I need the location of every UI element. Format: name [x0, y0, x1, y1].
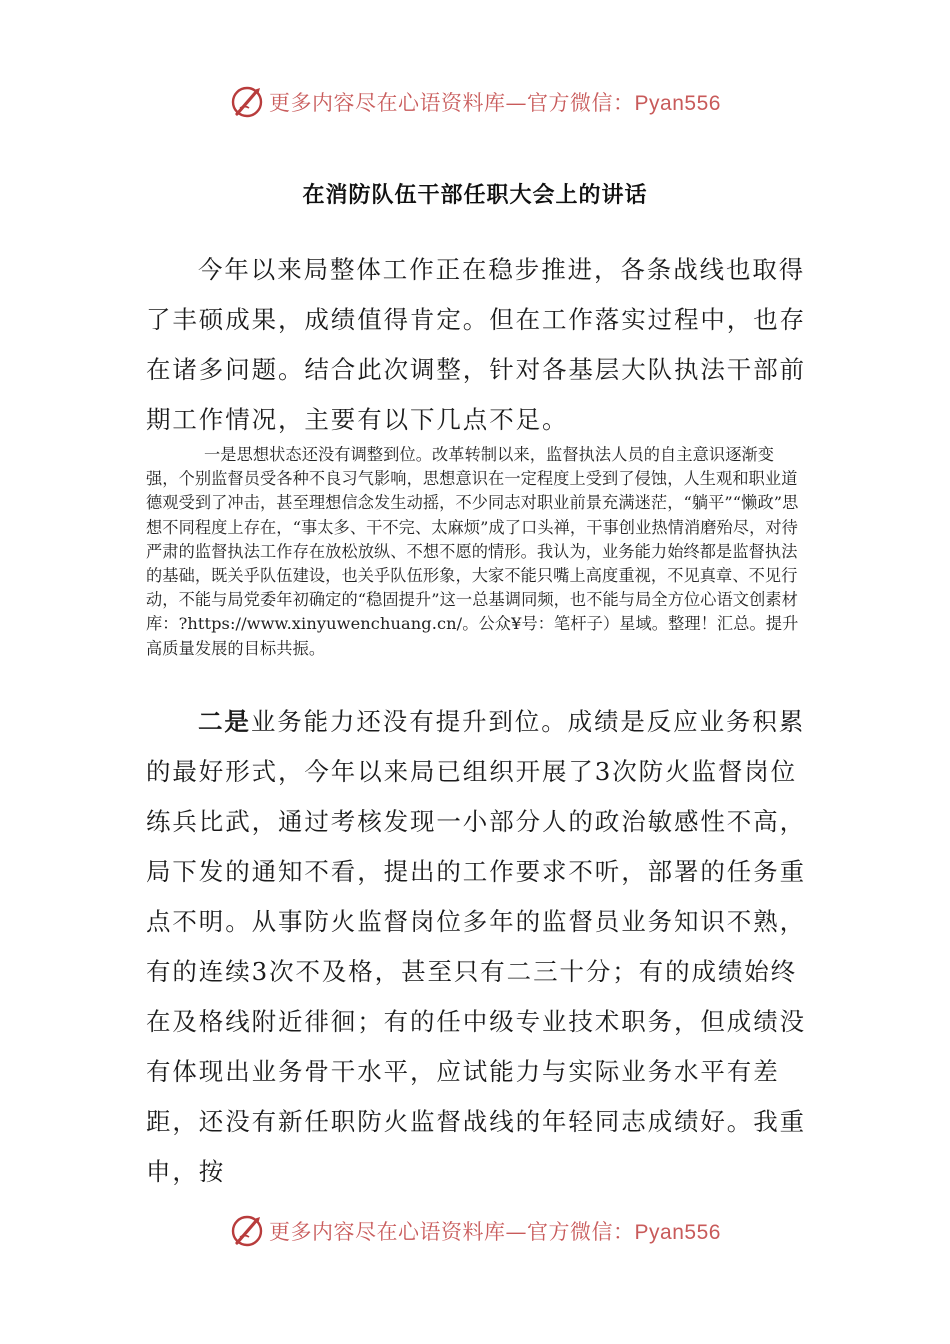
paragraph-point-two: [146, 697, 806, 1197]
header-banner-text: [269, 87, 721, 117]
footer-banner-text: [269, 1216, 721, 1246]
header-banner: [0, 82, 950, 122]
writing-brush-logo-icon: [229, 1213, 265, 1249]
paragraph-intro: 今年以来局整体工作正在稳步推进，各条战线也取得了丰硕成果，成绩值得肯定。但在工作落实过程中，也存在诸多问题。结合此次调整，针对各基层大队执法干部前期工作情况，主要有以下几点不足。: [146, 255, 806, 434]
footer-banner: [0, 1211, 950, 1251]
header-banner-wechat-id: Pyan556: [634, 92, 721, 115]
footer-banner-wechat-id: Pyan556: [634, 1221, 721, 1244]
writing-brush-logo-icon: [229, 84, 265, 120]
document-title: 在消防队伍干部任职大会上的讲话: [302, 183, 648, 208]
paragraph-point-two-lead: 二是: [198, 707, 251, 736]
header-banner-slogan: 更多内容尽在心语资料库—官方微信：: [269, 91, 635, 115]
footer-banner-slogan: 更多内容尽在心语资料库—官方微信：: [269, 1220, 635, 1244]
paragraph-point-two-body: 业务能力还没有提升到位。成绩是反应业务积累的最好形式，今年以来局已组织开展了3次防火监督岗位练兵比武，通过考核发现一小部分人的政治敏感性不高，局下发的通知不看，提出的工作要求不听，部署的任务重点不明。从事防火监督岗位多年的监督员业务知识不熟，有的连续3次不及格，甚至只有二三十分；有的成绩始终在及格线附近徘徊；有的任中级专业技术职务，但成绩没有体现出业务骨干水平，应试能力与实际业务水平有差距，还没有新任职防火监督战线的年轻同志成绩好。我重申，按: [146, 707, 806, 1186]
paragraph-point-one: 一是思想状态还没有调整到位。改革转制以来，监督执法人员的自主意识逐渐变强，个别监督员受各种不良习气影响，思想意识在一定程度上受到了侵蚀，人生观和职业道德观受到了冲击，甚至理想信念发生动摇，不少同志对职业前景充满迷茫，“躺平”“懒政”思想不同程度上存在，“事太多、干不完、太麻烦”成了口头禅，干事创业热情消磨殆尽，对待严肃的监督执法工作存在放松放纵、不想不愿的情形。我认为，业务能力始终都是监督执法的基础，既关乎队伍建设，也关乎队伍形象，大家不能只嘴上高度重视，不见真章、不见行动，不能与局党委年初确定的“稳固提升”这一总基调同频，也不能与局全方位心语文创素材库：?https://www.xinyuwenchuang.cn/。公众¥号：笔杆子）星域。整理！汇总。提升高质量发展的目标共振。: [146, 445, 799, 658]
